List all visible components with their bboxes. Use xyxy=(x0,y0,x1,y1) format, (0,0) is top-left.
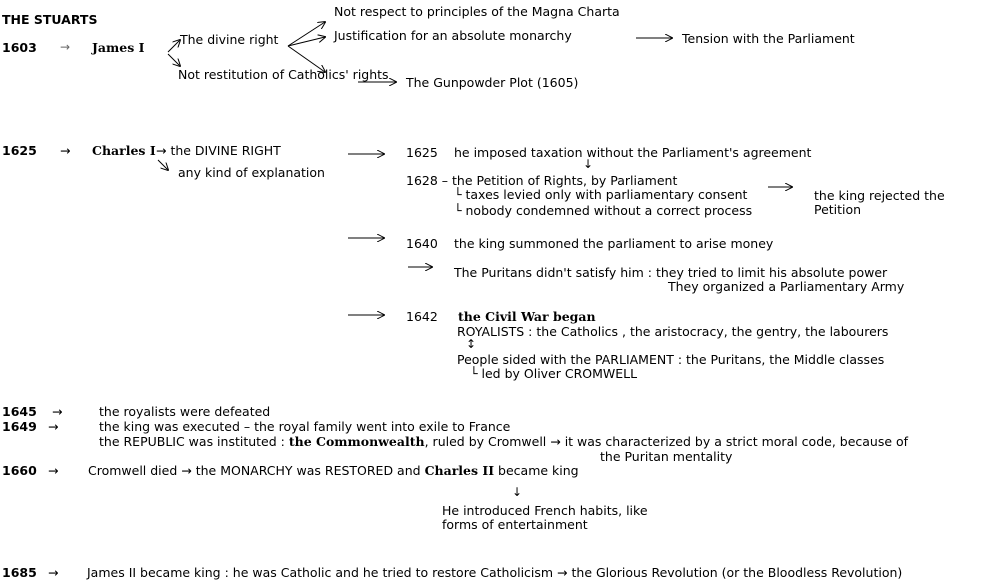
year-1625: 1625 xyxy=(2,143,37,158)
french-habits-line2: forms of entertainment xyxy=(442,517,588,532)
arrow-1603: → xyxy=(60,40,71,54)
not-respect-magna-charta: Not respect to principles of the Magna Charta xyxy=(334,4,620,19)
king-charles-i: Charles I xyxy=(92,143,156,158)
event-1625-year: 1625 xyxy=(406,145,438,160)
year-1603: 1603 xyxy=(2,40,37,55)
year-1685: 1685 xyxy=(2,565,37,580)
event-1640-text: the king summoned the parliament to arise money xyxy=(454,236,774,251)
arrow-to-explanation xyxy=(158,160,168,170)
down-arrow-1625: ↓ xyxy=(583,157,594,171)
parliamentary-army: They organized a Parliamentary Army xyxy=(668,279,905,294)
event-1625-text: he imposed taxation without the Parliament's agreement xyxy=(454,145,812,160)
puritan-mentality: the Puritan mentality xyxy=(600,449,733,464)
civil-war-began: the Civil War began xyxy=(458,309,596,324)
arrow-to-not-restitution xyxy=(168,54,180,66)
republic-line xyxy=(99,434,908,449)
restoration-text-c: became king xyxy=(494,463,579,478)
event-1640-year: 1640 xyxy=(406,236,438,251)
led-by-cromwell: └ led by Oliver CROMWELL xyxy=(470,366,638,381)
arrow-to-justification xyxy=(288,37,325,46)
event-1628-petition: 1628 – the Petition of Rights, by Parliament xyxy=(406,173,678,188)
divine-right-label: The divine right xyxy=(180,32,279,47)
justification-absolute-monarchy: Justification for an absolute monarchy xyxy=(334,28,572,43)
arrow-1625: → xyxy=(60,143,71,158)
year-1649: 1649 xyxy=(2,419,37,434)
divine-right-charles: → the DIVINE RIGHT xyxy=(156,143,281,158)
petition-process-clause: └ nobody condemned without a correct process xyxy=(454,203,753,218)
arrow-to-not-respect xyxy=(288,22,325,46)
tension-parliament: Tension with the Parliament xyxy=(682,31,855,46)
king-rejected-line1: the king rejected the xyxy=(814,188,945,203)
king-rejected-line2: Petition xyxy=(814,202,862,217)
king-executed: the king was executed – the royal family went into exile to France xyxy=(99,419,511,434)
charles-ii-label: Charles II xyxy=(424,463,495,478)
year-1660: 1660 xyxy=(2,463,37,478)
republic-text-c: , ruled by Cromwell → it was characterized by a strict moral code, because of xyxy=(424,434,909,449)
petition-taxes-clause: └ taxes levied only with parliamentary consent xyxy=(454,187,748,202)
french-habits-line1: He introduced French habits, like xyxy=(442,503,648,518)
event-1642-year: 1642 xyxy=(406,309,438,324)
arrow-1660: → xyxy=(48,463,59,478)
royalists-side: ROYALISTS : the Catholics , the aristocracy, the gentry, the labourers xyxy=(457,324,889,339)
updown-arrow: ↕ xyxy=(466,337,477,351)
restoration-line xyxy=(88,463,579,478)
arrow-1649: → xyxy=(48,419,59,434)
arrow-to-divine-right xyxy=(168,40,180,52)
restoration-text-a: Cromwell died → the MONARCHY was RESTORED and xyxy=(88,463,425,478)
james-ii-line: James II became king : he was Catholic and he tried to restore Catholicism → the Glorious Revolution (or the Bloodless Revolution) xyxy=(87,565,903,580)
page-title: THE STUARTS xyxy=(2,12,98,27)
commonwealth-label: the Commonwealth xyxy=(288,434,425,449)
royalists-defeated: the royalists were defeated xyxy=(99,404,271,419)
explanation-label: any kind of explanation xyxy=(178,165,325,180)
parliament-side: People sided with the PARLIAMENT : the Puritans, the Middle classes xyxy=(457,352,885,367)
king-james-i: James I xyxy=(92,40,145,55)
arrow-1645: → xyxy=(52,404,63,419)
down-arrow-1660: ↓ xyxy=(512,485,523,499)
gunpowder-plot: The Gunpowder Plot (1605) xyxy=(406,75,579,90)
republic-text-a: the REPUBLIC was instituted : xyxy=(99,434,289,449)
puritans-text: The Puritans didn't satisfy him : they tried to limit his absolute power xyxy=(454,265,888,280)
not-restitution-catholics: Not restitution of Catholics' rights xyxy=(178,67,389,82)
arrow-1685: → xyxy=(48,565,59,580)
year-1645: 1645 xyxy=(2,404,37,419)
